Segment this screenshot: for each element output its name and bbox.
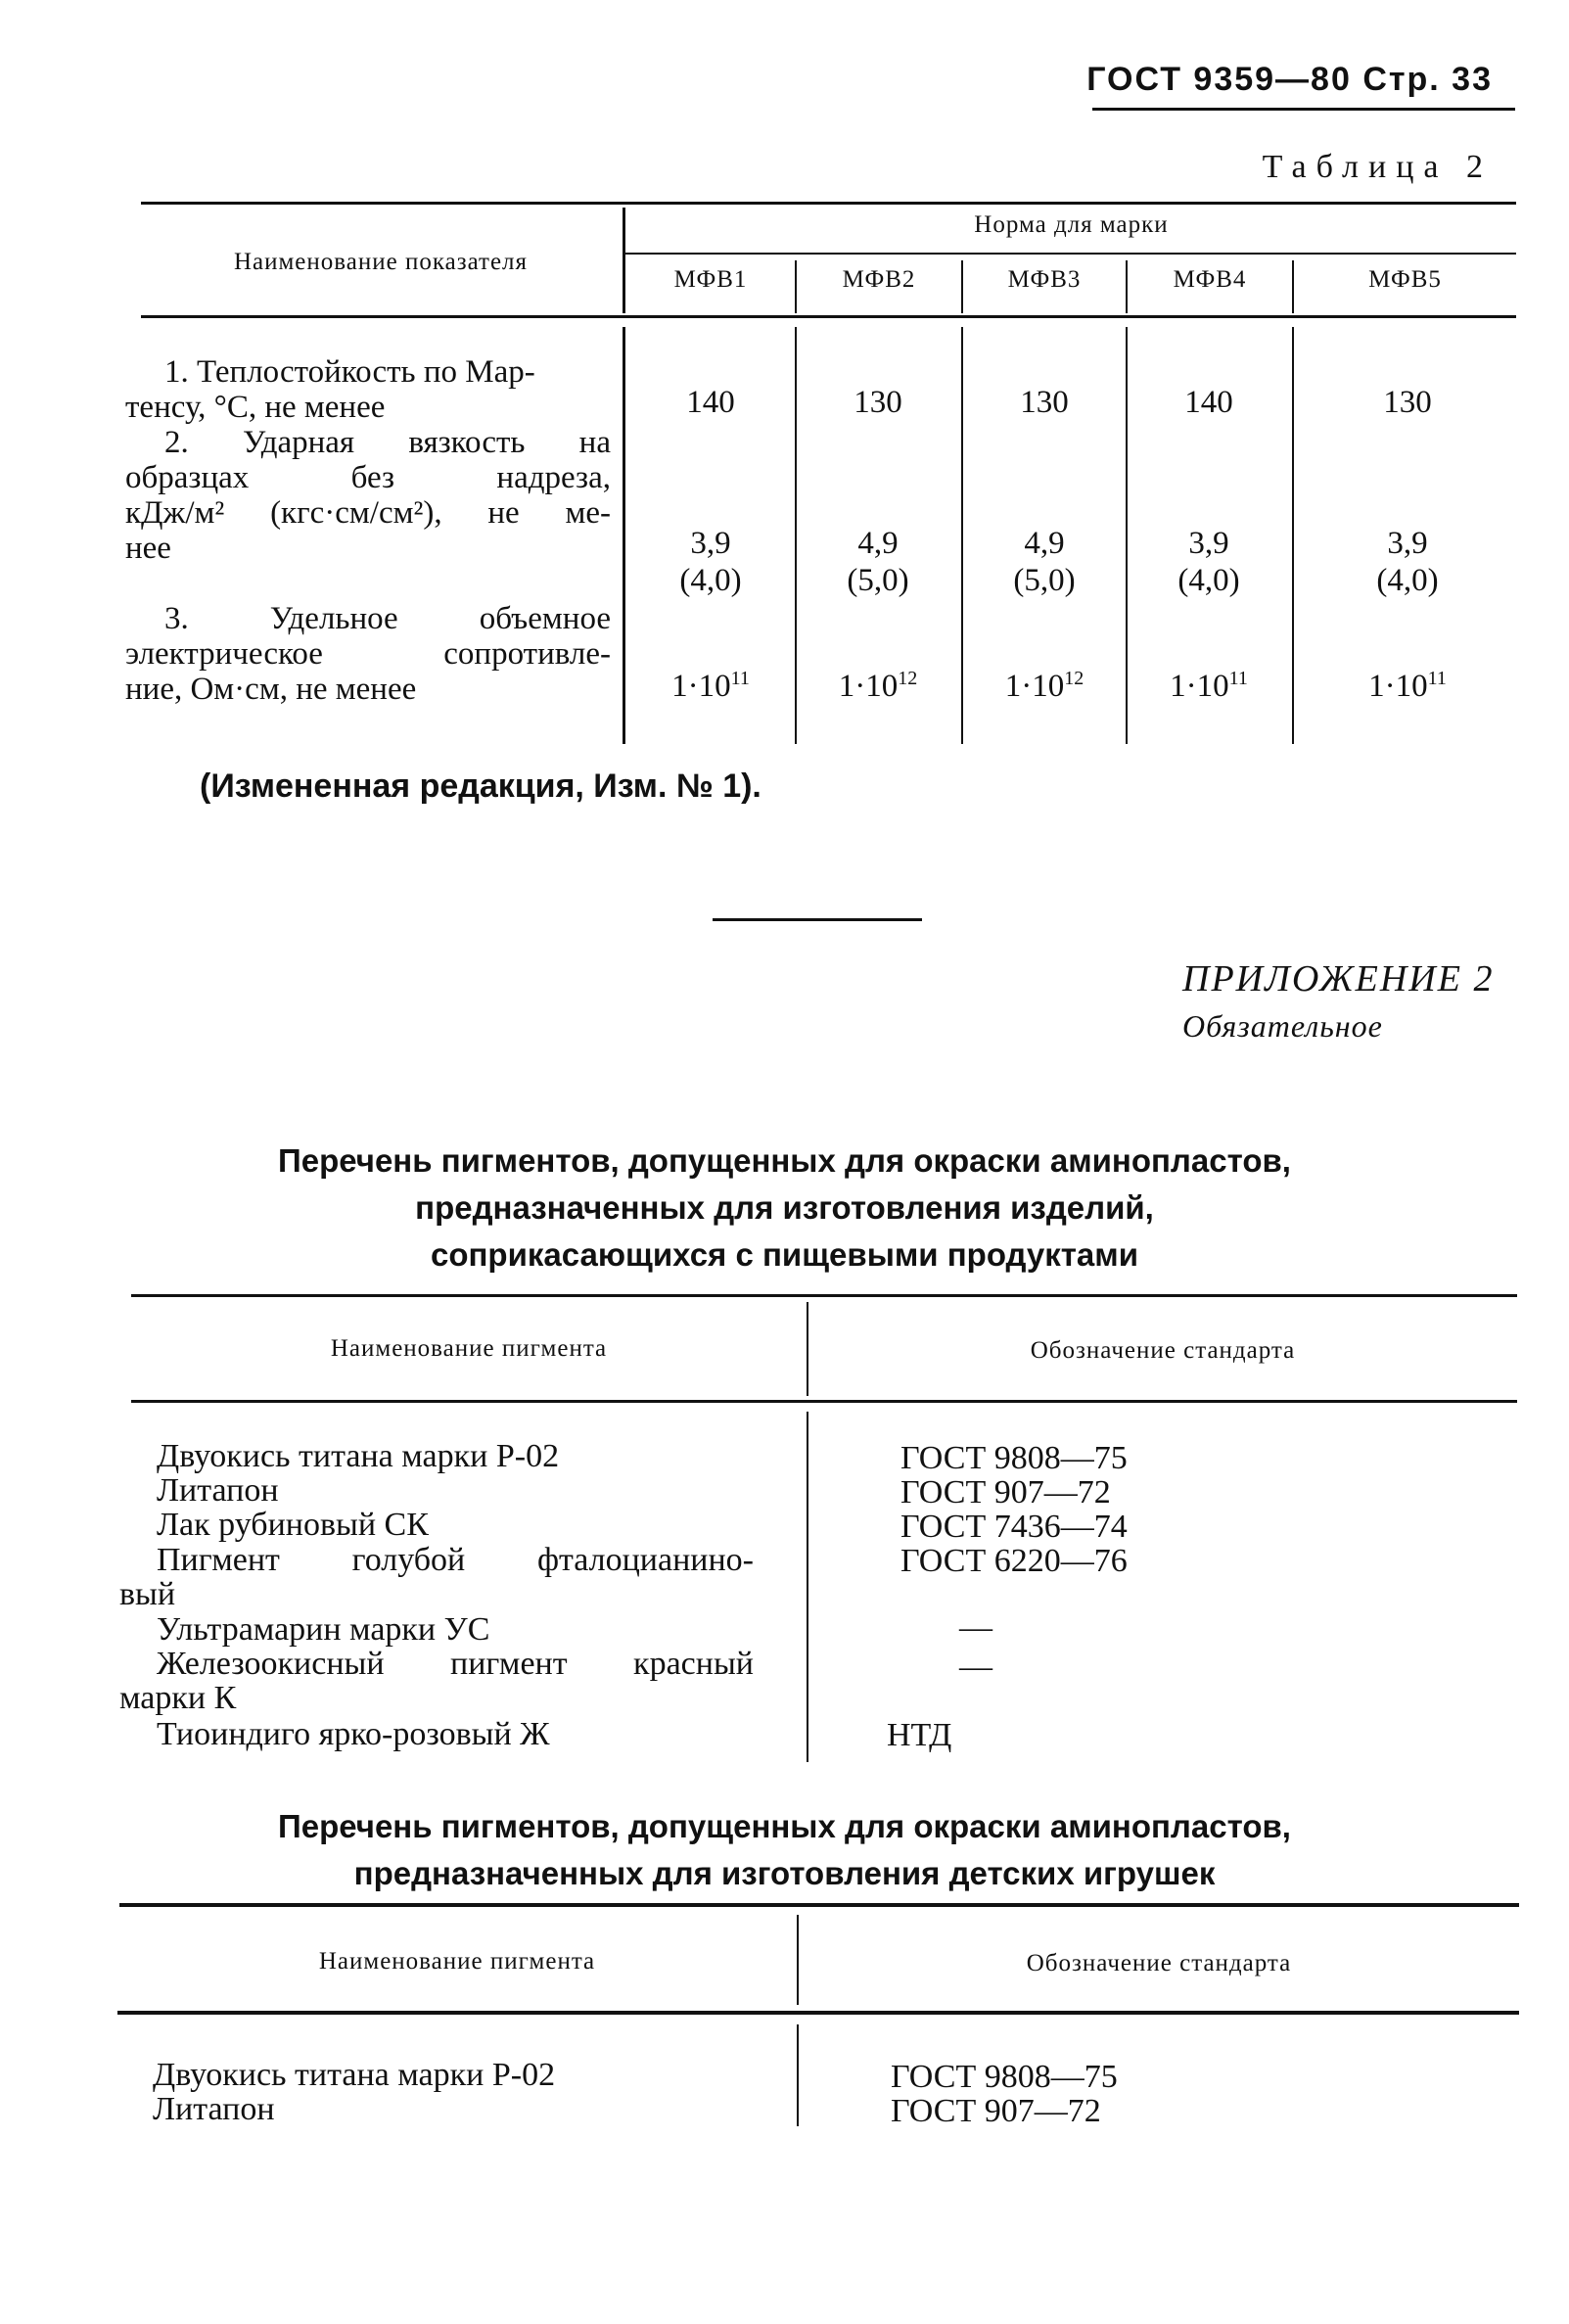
table2-row1-val-1: 140 xyxy=(686,385,735,420)
appendix-title: ПРИЛОЖЕНИЕ 2 xyxy=(1182,958,1495,999)
revision-note: (Измененная редакция, Изм. № 1). xyxy=(200,767,761,805)
table2-row2-label xyxy=(125,425,611,566)
list1-top-rule xyxy=(131,1294,1517,1297)
list2-title xyxy=(0,1803,1569,1897)
list1-title-line2: предназначенных для изготовления изделий, xyxy=(415,1189,1154,1226)
list1-item-5: Ультрамарин марки УС xyxy=(157,1611,490,1648)
table2-row1-val-5: 130 xyxy=(1383,385,1432,420)
list2-col-name: Наименование пигмента xyxy=(318,1948,596,1975)
row2-val5-main: 3,9 xyxy=(1387,526,1428,561)
row2-val3-main: 4,9 xyxy=(1024,526,1065,561)
table2-grade-4: МФВ4 xyxy=(1173,266,1247,293)
row2-line2: образцах без надреза, xyxy=(125,460,611,495)
row2-val3-alt: (5,0) xyxy=(1013,563,1076,598)
row2-val1-alt: (4,0) xyxy=(679,563,742,598)
row2-line4: нее xyxy=(125,531,171,566)
row3-line3: ние, Ом·см, не менее xyxy=(125,672,417,707)
row2-val1-main: 3,9 xyxy=(690,526,731,561)
table2-row3-label xyxy=(125,601,611,707)
table2-row3-val-2 xyxy=(805,668,951,705)
list2-header-bottom xyxy=(117,2011,1519,2015)
table2-body-vline-3 xyxy=(1126,327,1128,744)
list1-item-2: Литапон xyxy=(157,1472,279,1509)
list1-title-line3: соприкасающихся с пищевыми продуктами xyxy=(430,1236,1138,1273)
table2-row1-val-3: 130 xyxy=(1020,385,1069,420)
list2-col-std: Обозначение стандарта xyxy=(1026,1950,1292,1976)
list1-item-1: Двуокись титана марки Р-02 xyxy=(157,1438,560,1474)
list2-title-line1: Перечень пигментов, допущенных для окраски аминопластов, xyxy=(278,1808,1291,1844)
table2-body-vline-4 xyxy=(1292,327,1294,744)
table2-body-vline-1 xyxy=(795,327,797,744)
list1-item-4-line2: вый xyxy=(119,1576,176,1612)
table2-row1-val-2: 130 xyxy=(854,385,902,420)
list1-item-6-line2: марки К xyxy=(119,1680,237,1716)
row1-line2: тенсу, °С, не менее xyxy=(125,390,386,425)
list1-std-5: — xyxy=(959,1609,992,1646)
row3-val3-exp: 12 xyxy=(1064,668,1084,689)
list1-std-2: ГОСТ 907—72 xyxy=(900,1474,1111,1511)
list1-std-7: НТД xyxy=(887,1717,952,1753)
row3-line2: электрическое сопротивле- xyxy=(125,636,611,672)
row2-val4-alt: (4,0) xyxy=(1177,563,1240,598)
table2-header-split xyxy=(623,253,1516,255)
list1-item-3: Лак рубиновый СК xyxy=(157,1507,429,1543)
row3-val5-mantissa: 1·10 xyxy=(1368,669,1428,704)
table2-row2-val-4 xyxy=(1135,525,1282,599)
table2-body-vline-0 xyxy=(623,327,625,744)
row2-line3: кДж/м² (кгс·см/см²), не ме- xyxy=(125,495,611,531)
list2-title-line2: предназначенных для изготовления детских игрушек xyxy=(353,1855,1216,1891)
list1-item-7: Тиоиндиго ярко-розовый Ж xyxy=(157,1716,550,1752)
table2-row1-val-4: 140 xyxy=(1184,385,1233,420)
row3-val2-exp: 12 xyxy=(898,668,918,689)
row2-val5-alt: (4,0) xyxy=(1376,563,1439,598)
list1-std-3: ГОСТ 7436—74 xyxy=(900,1509,1128,1545)
row2-val4-main: 3,9 xyxy=(1188,526,1229,561)
row3-val2-mantissa: 1·10 xyxy=(838,669,899,704)
table2-body-vline-2 xyxy=(961,327,963,744)
list1-body-vline xyxy=(807,1412,808,1762)
list1-std-1: ГОСТ 9808—75 xyxy=(900,1440,1128,1476)
list1-title xyxy=(0,1138,1569,1278)
table2-row2-val-3 xyxy=(971,525,1118,599)
table2-row3-val-1 xyxy=(637,668,784,705)
row3-val4-exp: 11 xyxy=(1228,668,1248,689)
row2-val2-alt: (5,0) xyxy=(847,563,909,598)
table2-row1-label xyxy=(125,354,615,425)
row2-line1: 2. Ударная вязкость на xyxy=(164,425,611,460)
section-separator xyxy=(713,918,922,921)
list2-top-rule xyxy=(119,1903,1519,1907)
row3-val1-exp: 11 xyxy=(730,668,750,689)
table2-header-bottom xyxy=(141,315,1516,318)
list1-col-std: Обозначение стандарта xyxy=(1030,1337,1296,1364)
table2-top-rule xyxy=(141,202,1516,205)
table2-row3-val-4 xyxy=(1135,668,1282,705)
row1-line1: 1. Теплостойкость по Мар- xyxy=(164,354,535,390)
table-caption: Таблица 2 xyxy=(1262,149,1493,185)
list1-std-6: — xyxy=(959,1649,992,1685)
row3-val1-mantissa: 1·10 xyxy=(671,669,731,704)
list1-std-4: ГОСТ 6220—76 xyxy=(900,1543,1128,1579)
table2-vline-0 xyxy=(623,208,625,313)
list1-col-name: Наименование пигмента xyxy=(330,1335,608,1362)
row3-val4-mantissa: 1·10 xyxy=(1170,669,1229,704)
row2-val2-main: 4,9 xyxy=(857,526,899,561)
table2-row3-val-5 xyxy=(1334,668,1481,705)
table2-row2-val-1 xyxy=(637,525,784,599)
row3-line1: 3. Удельное объемное xyxy=(164,601,611,636)
appendix-subtitle: Обязательное xyxy=(1182,1008,1383,1044)
list1-item-4 xyxy=(119,1543,754,1611)
header-underline xyxy=(1092,108,1515,111)
list2-std-1: ГОСТ 9808—75 xyxy=(891,2059,1118,2095)
table2-row3-val-3 xyxy=(971,668,1118,705)
table2-col-indicator: Наименование показателя xyxy=(233,249,529,275)
list2-item-1: Двуокись титана марки Р-02 xyxy=(153,2057,556,2093)
table2-grade-2: МФВ2 xyxy=(842,266,916,293)
list2-body-vline xyxy=(797,2024,799,2126)
list1-item-4-line1: Пигмент голубой фталоцианино- xyxy=(157,1542,754,1578)
list2-std-2: ГОСТ 907—72 xyxy=(891,2093,1101,2129)
list1-item-6-line1: Железоокисный пигмент красный xyxy=(157,1646,754,1682)
list1-title-line1: Перечень пигментов, допущенных для окраски аминопластов, xyxy=(278,1142,1291,1179)
row3-val3-mantissa: 1·10 xyxy=(1004,669,1065,704)
table2-row2-val-2 xyxy=(805,525,951,599)
list1-item-6 xyxy=(119,1647,754,1715)
list1-header-bottom xyxy=(131,1400,1517,1403)
table2-col-norm: Норма для марки xyxy=(974,211,1169,238)
table2-grade-5: МФВ5 xyxy=(1368,266,1442,293)
table2-row2-val-5 xyxy=(1334,525,1481,599)
table2-grade-3: МФВ3 xyxy=(1007,266,1082,293)
page-header: ГОСТ 9359—80 Стр. 33 xyxy=(1086,61,1493,98)
table2-grade-1: МФВ1 xyxy=(673,266,748,293)
row3-val5-exp: 11 xyxy=(1427,668,1447,689)
list2-item-2: Литапон xyxy=(153,2091,275,2127)
